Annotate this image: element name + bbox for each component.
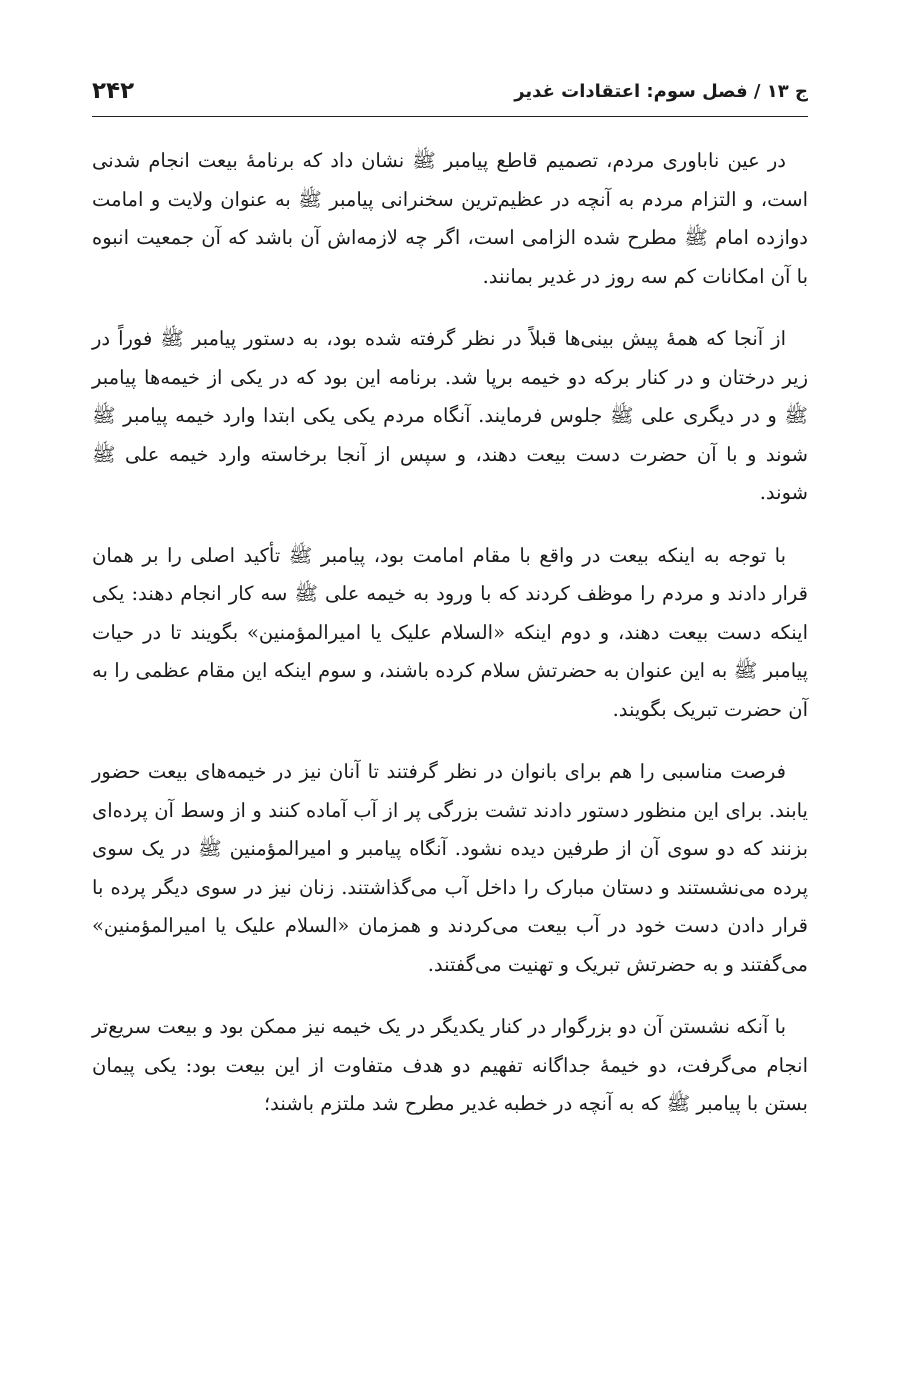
body-text <box>92 142 808 1148</box>
paragraph: با توجه به اینکه بیعت در واقع با مقام امامت بود، پیامبر ﷺ تأکید اصلی را بر همان قرار دادند و مردم را موظف کردند که با ورود به خیمه علی ﷺ سه کار انجام دهند: یکی اینکه دست بیعت دهند، و دوم اینکه «السلام علیک یا امیرالمؤمنین» بگویند تا در حیات پیامبر ﷺ به این عنوان به حضرتش سلام کرده باشند، و سوم اینکه این مقام عظمی را به آن حضرت تبریک بگویند. <box>92 543 808 721</box>
page-header <box>92 66 808 117</box>
running-head: ج ۱۳ / فصل سوم: اعتقادات غدیر <box>514 80 808 102</box>
book-page <box>92 0 808 1390</box>
paragraph: در عین ناباوری مردم، تصمیم قاطع پیامبر ﷺ نشان داد که برنامۀ بیعت انجام شدنی است، و التزام مردم به آنچه در عظیم‌ترین سخنرانی پیامبر ﷺ به عنوان ولایت و امامت دوازده امام ﷺ مطرح شده الزامی است، اگر چه لازمه‌اش آن باشد که آن جمعیت انبوه با آن امکانات کم سه روز در غدیر بمانند. <box>92 149 808 288</box>
page-number: ۲۴۲ <box>92 78 135 104</box>
paragraph: از آنجا که همۀ پیش بینی‌ها قبلاً در نظر گرفته شده بود، به دستور پیامبر ﷺ فوراً در زیر درختان و در کنار برکه دو خیمه برپا شد. برنامه این بود که در یکی از خیمه‌ها پیامبر ﷺ و در دیگری علی ﷺ جلوس فرمایند. آنگاه مردم یکی یکی ابتدا وارد خیمه پیامبر ﷺ شوند و با آن حضرت دست بیعت دهند، و سپس از آنجا برخاسته وارد خیمه علی ﷺ شوند. <box>92 327 808 504</box>
paragraph: با آنکه نشستن آن دو بزرگوار در کنار یکدیگر در یک خیمه نیز ممکن بود و بیعت سریع‌تر انجام می‌گرفت، دو خیمۀ جداگانه تفهیم دو هدف متفاوت از این بیعت بود: یکی پیمان بستن با پیامبر ﷺ که به آنچه در خطبه غدیر مطرح شد ملتزم باشند؛ <box>92 1015 808 1115</box>
paragraph: فرصت مناسبی را هم برای بانوان در نظر گرفتند تا آنان نیز در خیمه‌های بیعت حضور یابند. برای این منظور دستور دادند تشت بزرگی پر از آب آماده کنند و از وسط آن پرده‌ای بزنند که دو سوی آن از طرفین دیده نشود. آنگاه پیامبر و امیرالمؤمنین ﷺ در یک سوی پرده می‌نشستند و دستان مبارک را داخل آب می‌گذاشتند. زنان نیز در سوی دیگر پرده با قرار دادن دست خود در آب بیعت می‌کردند و همزمان «السلام علیک یا امیرالمؤمنین» می‌گفتند و به حضرتش تبریک و تهنیت می‌گفتند. <box>92 760 808 976</box>
